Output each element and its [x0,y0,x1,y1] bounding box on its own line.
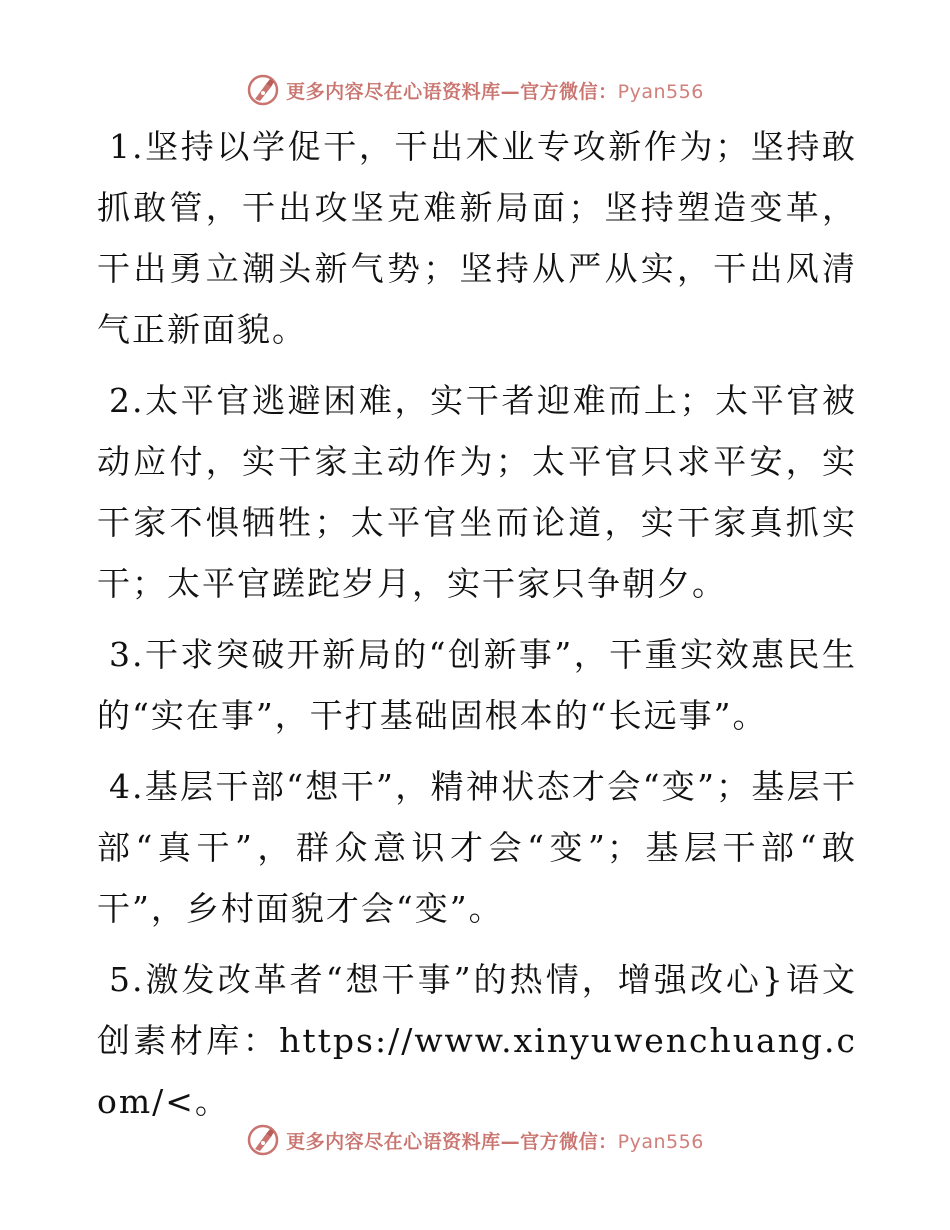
footer-watermark [0,1120,950,1160]
watermark-wechat-id: Pyan556 [617,1130,704,1153]
paragraph-4: 4.基层干部“想干”，精神状态才会“变”；基层干部“真干”，群众意识才会“变”；基层干部“敢干”，乡村面貌才会“变”。 [97,767,857,928]
document-body [97,116,857,1142]
watermark-text [286,1127,704,1154]
watermark-wechat-id: Pyan556 [617,80,704,103]
paragraph-1: 1.坚持以学促干，干出术业专攻新作为；坚持敢抓敢管，干出攻坚克难新局面；坚持塑造变革，干出勇立潮头新气势；坚持从严从实，干出风清气正新面貌。 [97,127,857,349]
watermark-label: 更多内容尽在心语资料库—官方微信： [286,1130,618,1153]
pen-nib-logo-icon [246,73,280,107]
watermark-text [286,77,704,104]
pen-nib-logo-icon [246,1123,280,1157]
paragraph-3: 3.干求突破开新局的“创新事”，干重实效惠民生的“实在事”，干打基础固根本的“长远事”。 [97,635,857,735]
paragraph-5: 5.激发改革者“想干事”的热情，增强改心}语文创素材库：https://www.xinyuwenchuang.com/<。 [97,960,857,1121]
header-watermark [0,70,950,110]
paragraph-2: 2.太平官逃避困难，实干者迎难而上；太平官被动应付，实干家主动作为；太平官只求平安，实干家不惧牺牲；太平官坐而论道，实干家真抓实干；太平官蹉跎岁月，实干家只争朝夕。 [97,381,857,603]
watermark-label: 更多内容尽在心语资料库—官方微信： [286,80,618,103]
